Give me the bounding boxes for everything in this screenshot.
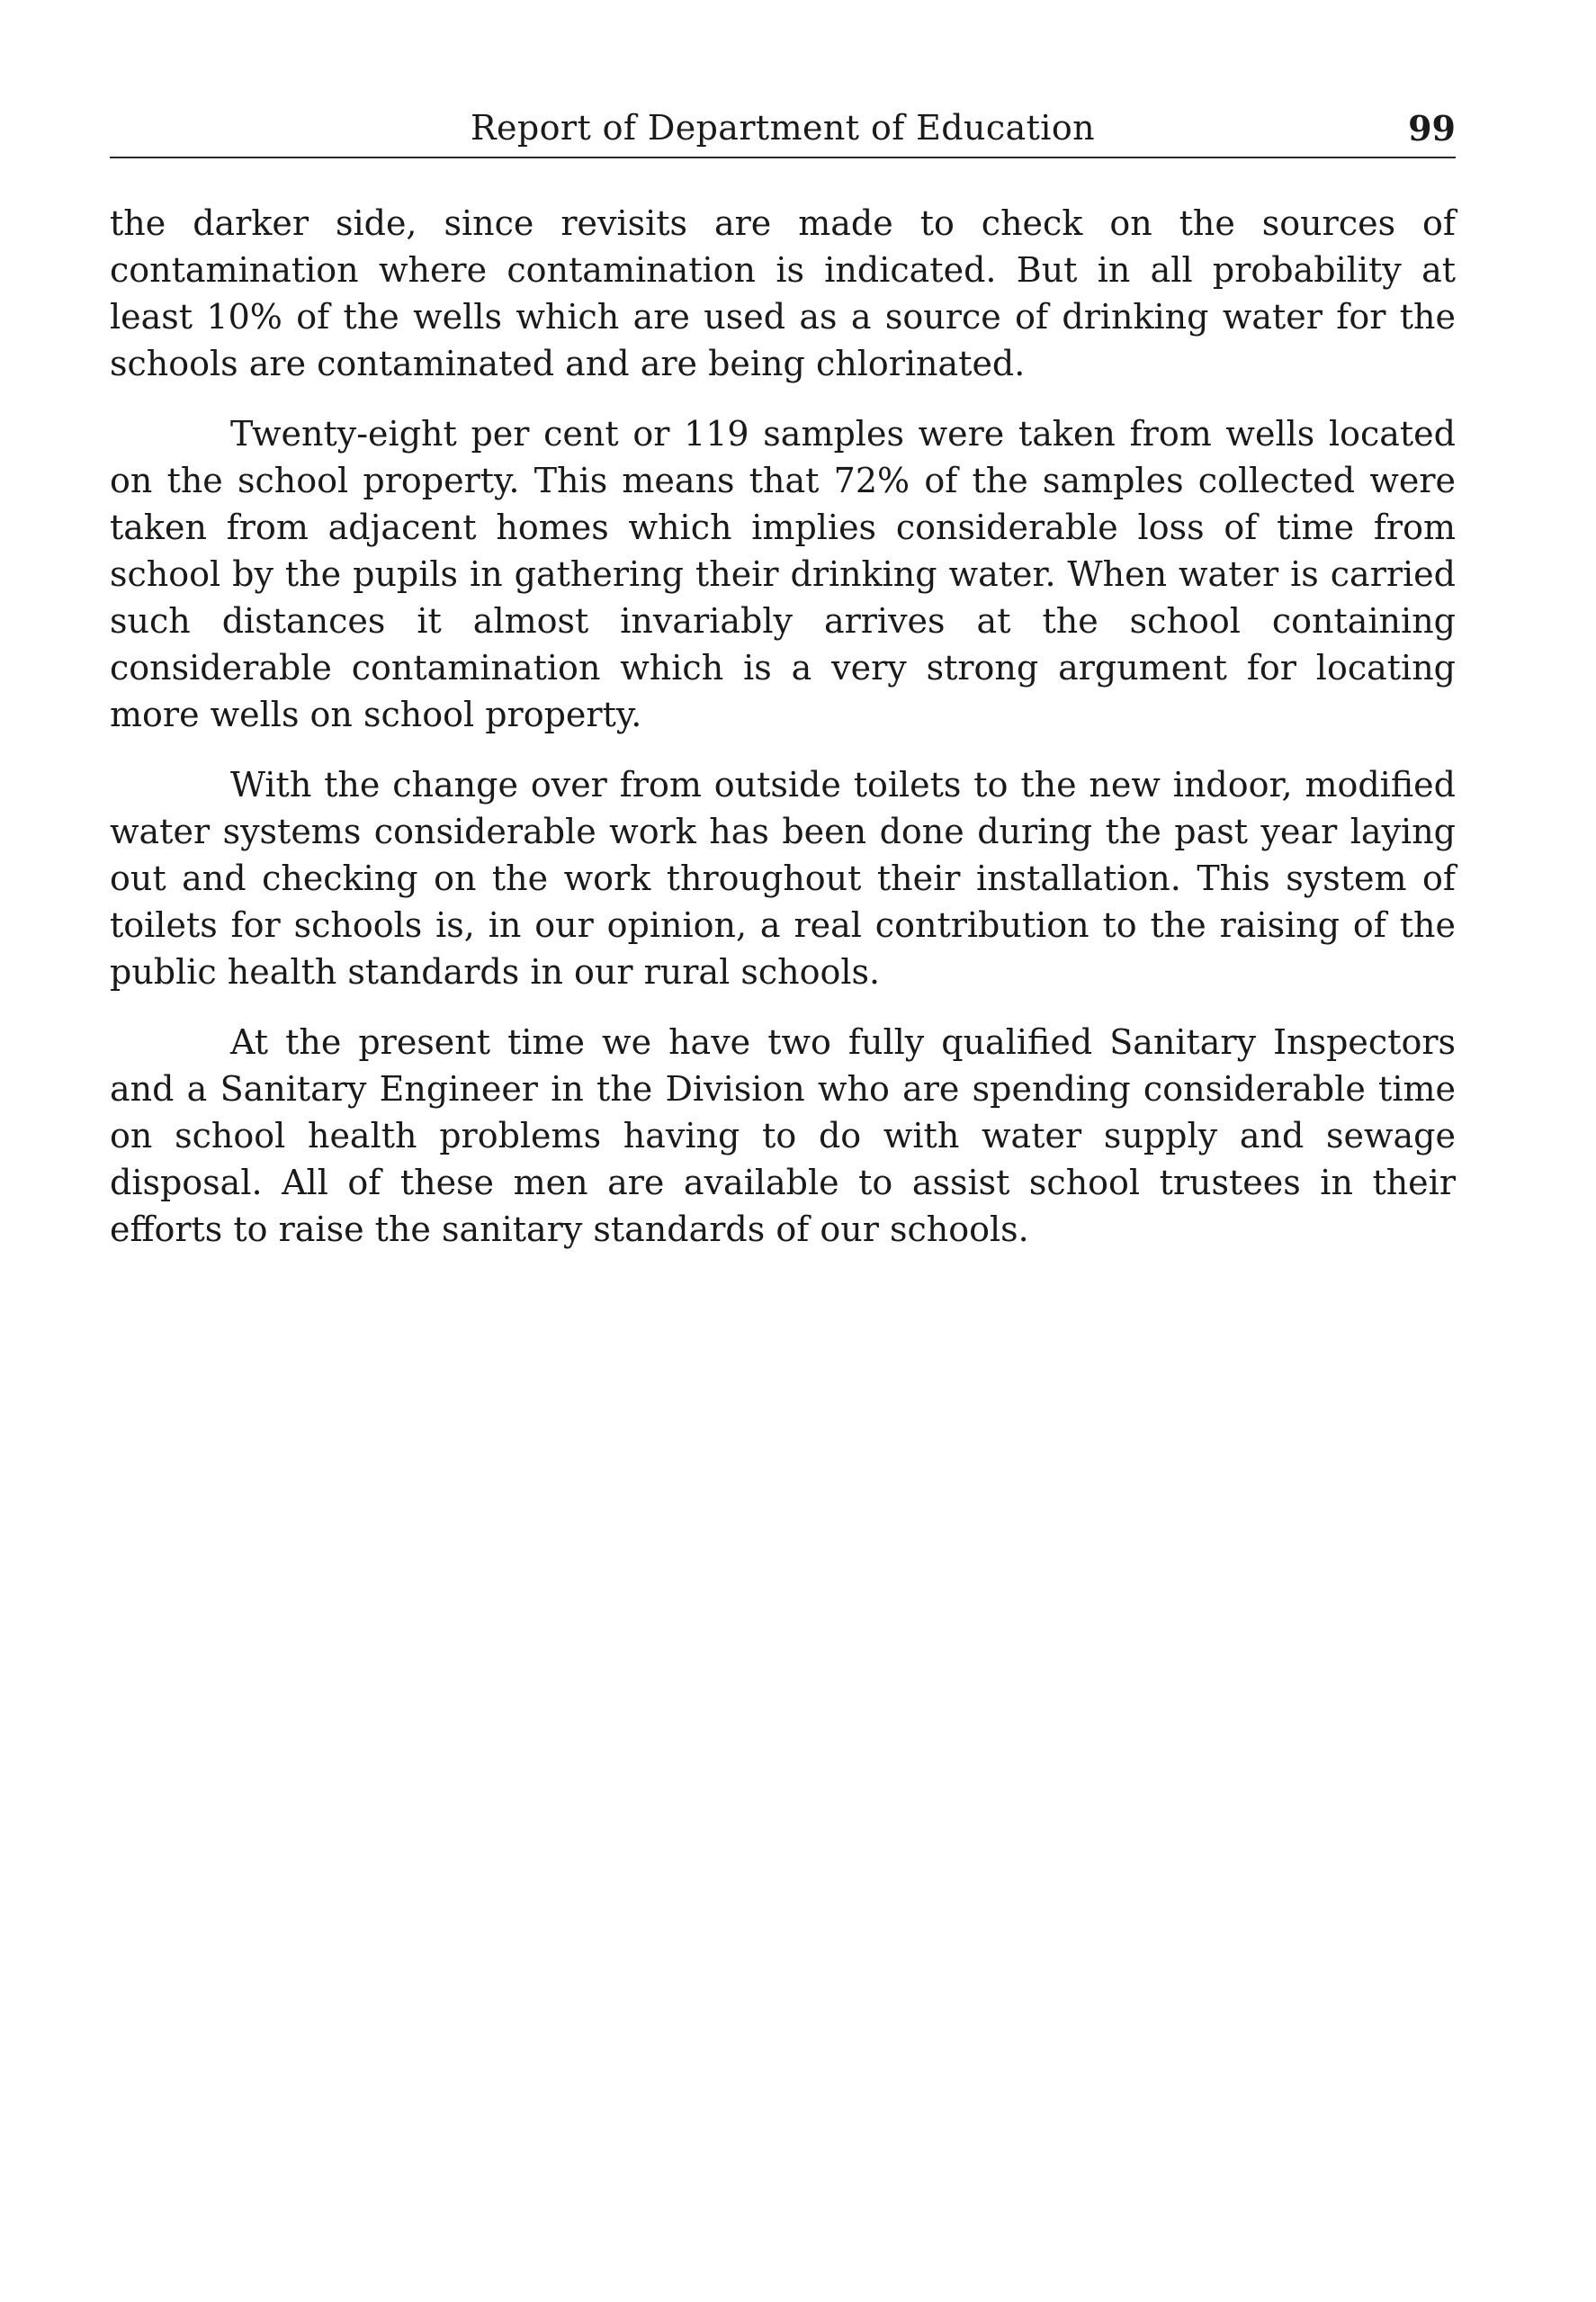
paragraph-well-samples: Twenty-eight per cent or 119 samples were taken from wells located on the school property. This means that 72% of the samples collected were taken from adjacent homes which implies considerable loss of time from school by the pupils in gathering their drinking water. When water is carried such distances it almost invariably arrives at the school containing considerable contamination which is a very strong argument for locating more wells on school property.: [110, 414, 1456, 734]
body-text: [110, 200, 1456, 1276]
running-title: Report of Department of Education: [470, 108, 1096, 148]
paragraph-sanitary-staff: At the present time we have two fully qualified Sanitary Inspectors and a Sanitary Engineer in the Division who are spending considerable time on school health problems having to do with water supply and sewage disposal. All of these men are available to assist school trustees in their efforts to raise the sanitary standards of our schools.: [110, 1022, 1456, 1249]
page-number: 99: [1408, 108, 1456, 148]
paragraph-contamination-estimate: the darker side, since revisits are made to check on the sources of contamination where contamination is indicated. But in all probability at least 10% of the wells which are used as a source of drinking water for the schools are contaminated and are being chlorinated.: [110, 203, 1456, 383]
paragraph-indoor-toilets: With the change over from outside toilets to the new indoor, modified water systems considerable work has been done during the past year laying out and checking on the work throughout their installation. This system of toilets for schools is, in our opinion, a real contribution to the raising of the public health standards in our rural schools.: [110, 765, 1456, 992]
page-header: [110, 106, 1456, 158]
